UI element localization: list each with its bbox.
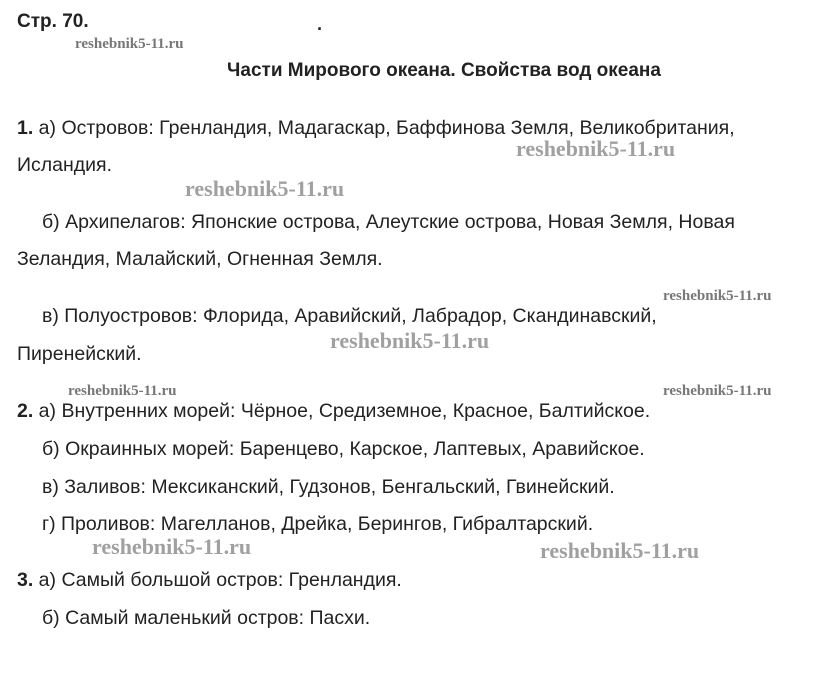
item-2a-text: а) Внутренних морей: Чёрное, Средиземное, Красное, Балтийское.: [33, 400, 651, 422]
item-1c-line2: Пиренейский.: [17, 343, 142, 365]
page-number: Стр. 70.: [17, 11, 89, 32]
page-title: Части Мирового океана. Свойства вод океана: [227, 60, 661, 81]
item-number-1: 1.: [17, 117, 34, 139]
item-2b: б) Окраинных морей: Баренцево, Карское, Лаптевых, Аравийское.: [42, 438, 645, 460]
item-2a: [17, 400, 650, 423]
watermark: reshebnik5-11.ru: [92, 534, 252, 559]
watermark: reshebnik5-11.ru: [75, 36, 184, 52]
item-1c-line1: в) Полуостровов: Флорида, Аравийский, Лабрадор, Скандинавский,: [42, 305, 657, 327]
decorative-dot: .: [317, 14, 323, 34]
item-2d: г) Проливов: Магелланов, Дрейка, Берингов, Гибралтарский.: [42, 513, 594, 535]
item-1a-text: а) Островов: Гренландия, Мадагаскар, Баффинова Земля, Великобритания,: [33, 117, 735, 139]
item-number-2: 2.: [17, 400, 34, 422]
item-1b-line1: б) Архипелагов: Японские острова, Алеутские острова, Новая Земля, Новая: [42, 211, 735, 233]
item-3a-text: а) Самый большой остров: Гренландия.: [33, 569, 402, 591]
watermark: reshebnik5-11.ru: [663, 383, 772, 399]
watermark: reshebnik5-11.ru: [185, 176, 345, 201]
item-2c: в) Заливов: Мексиканский, Гудзонов, Бенгальский, Гвинейский.: [42, 476, 615, 498]
watermark: reshebnik5-11.ru: [330, 328, 490, 353]
item-3a: [17, 569, 402, 592]
item-3b: б) Самый маленький остров: Пасхи.: [42, 607, 371, 629]
item-1b-line2: Зеландия, Малайский, Огненная Земля.: [17, 248, 383, 270]
watermark: reshebnik5-11.ru: [540, 538, 700, 563]
item-1a-line2: Исландия.: [17, 154, 113, 176]
watermark: reshebnik5-11.ru: [68, 383, 177, 399]
watermark: reshebnik5-11.ru: [663, 288, 772, 304]
item-number-3: 3.: [17, 569, 34, 591]
watermark: reshebnik5-11.ru: [516, 136, 676, 161]
